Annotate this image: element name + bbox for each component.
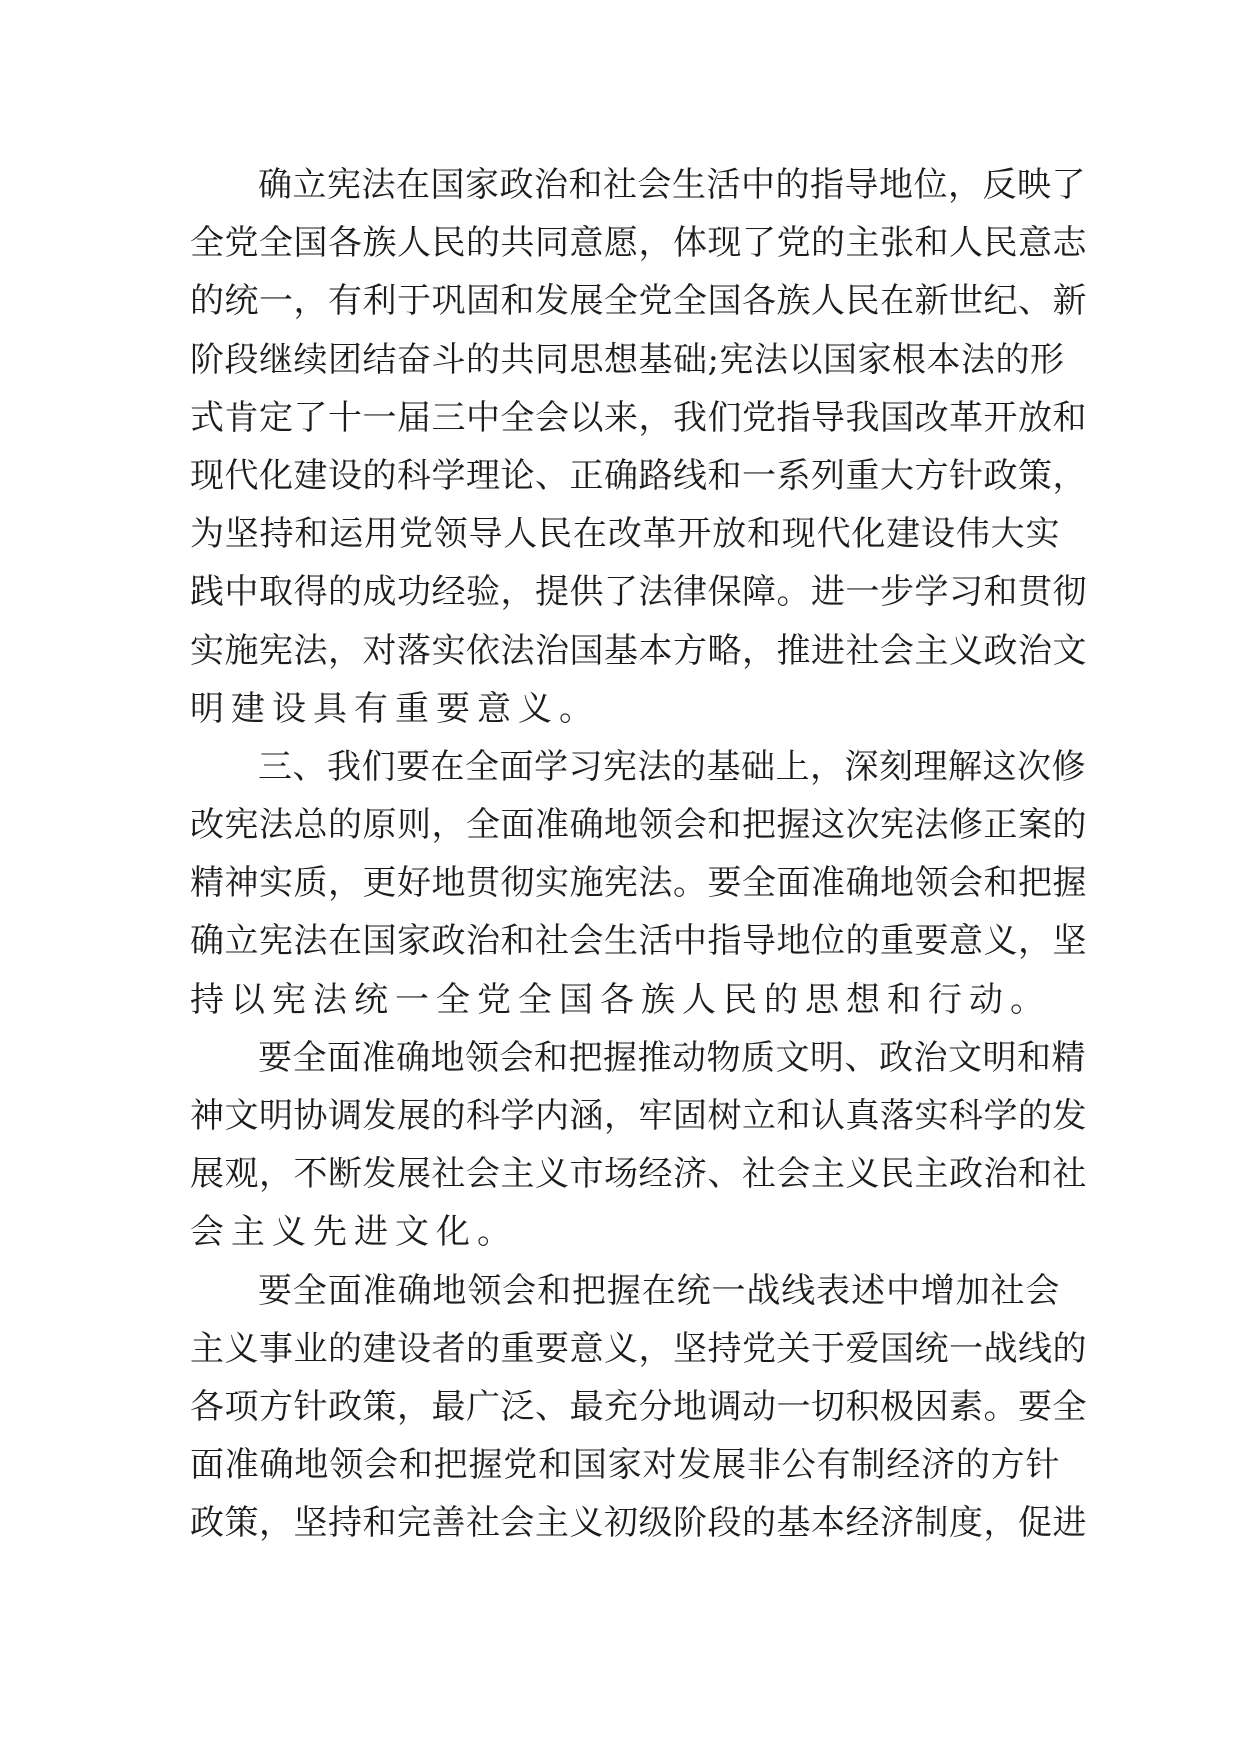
paragraph-3-line-4: 会主义先进文化。: [190, 1212, 518, 1253]
paragraph-3-line-1: 要全面准确地领会和把握推动物质文明、政治文明和精: [258, 1037, 1086, 1078]
paragraph-4-line-3: 各项方针政策，最广泛、最充分地调动一切积极因素。要全: [190, 1386, 1087, 1427]
paragraph-1-line-9: 实施宪法，对落实依法治国基本方略，推进社会主义政治文: [190, 630, 1087, 671]
body-text: [190, 156, 1087, 1553]
paragraph-4-line-4: 面准确地领会和把握党和国家对发展非公有制经济的方针: [190, 1445, 1060, 1486]
paragraph-1-line-5: 式肯定了十一届三中全会以来，我们党指导我国改革开放和: [190, 397, 1087, 438]
paragraph-2-line-2: 改宪法总的原则，全面准确地领会和把握这次宪法修正案的: [190, 805, 1087, 846]
paragraph-2-line-1: 三、我们要在全面学习宪法的基础上，深刻理解这次修: [258, 746, 1086, 787]
paragraph-1-line-1: 确立宪法在国家政治和社会生活中的指导地位，反映了: [258, 165, 1086, 205]
paragraph-1-line-8: 践中取得的成功经验，提供了法律保障。进一步学习和贯彻: [190, 572, 1087, 613]
paragraph-4-line-2: 主义事业的建设者的重要意义，坚持党关于爱国统一战线的: [190, 1328, 1087, 1369]
paragraph-4-line-1: 要全面准确地领会和把握在统一战线表述中增加社会: [258, 1270, 1060, 1311]
paragraph-1-line-2: 全党全国各族人民的共同意愿，体现了党的主张和人民意志: [190, 223, 1087, 264]
paragraph-3-line-2: 神文明协调发展的科学内涵，牢固树立和认真落实科学的发: [190, 1096, 1087, 1136]
paragraph-1-line-4: 阶段继续团结奋斗的共同思想基础;宪法以国家根本法的形: [190, 339, 1065, 380]
paragraph-4-line-5: 政策，坚持和完善社会主义初级阶段的基本经济制度，促进: [190, 1503, 1087, 1544]
paragraph-2-line-3: 精神实质，更好地贯彻实施宪法。要全面准确地领会和把握: [190, 863, 1087, 904]
paragraph-1-line-10: 明建设具有重要意义。: [190, 688, 600, 729]
paragraph-2-line-5: 持以宪法统一全党全国各族人民的思想和行动。: [190, 979, 1051, 1020]
paragraph-3-line-3: 展观，不断发展社会主义市场经济、社会主义民主政治和社: [190, 1154, 1087, 1195]
paragraph-1-line-6: 现代化建设的科学理论、正确路线和一系列重大方针政策，: [190, 455, 1087, 496]
paragraph-1-line-7: 为坚持和运用党领导人民在改革开放和现代化建设伟大实: [190, 514, 1060, 555]
paragraph-2-line-4: 确立宪法在国家政治和社会生活中指导地位的重要意义，坚: [190, 921, 1087, 962]
paragraph-1-line-3: 的统一，有利于巩固和发展全党全国各族人民在新世纪、新: [190, 281, 1087, 322]
